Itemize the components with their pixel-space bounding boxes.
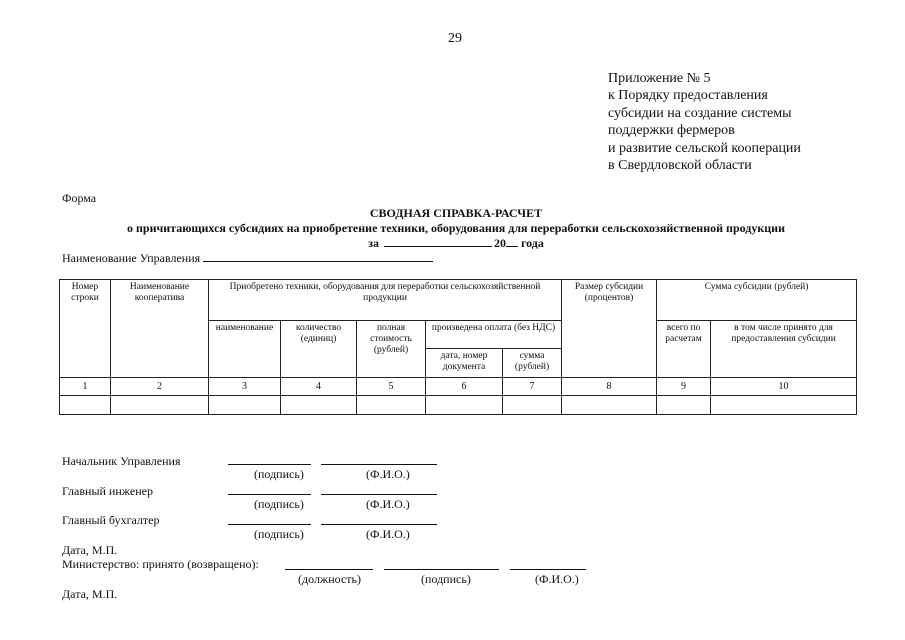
column-number: 1 bbox=[60, 378, 111, 396]
header-subsidy-size: Размер субсидии (процентов) bbox=[562, 280, 657, 378]
empty-cell[interactable] bbox=[657, 396, 711, 415]
document-subtitle: о причитающихся субсидиях на приобретение техники, оборудования для переработки сельскохозяйственной продукции bbox=[126, 221, 786, 235]
header-full-cost: полная стоимость (рублей) bbox=[357, 321, 426, 378]
appendix-line: и развитие сельской кооперации bbox=[608, 140, 801, 156]
year-blank[interactable] bbox=[506, 236, 518, 247]
name-caption: (Ф.И.О.) bbox=[366, 527, 410, 541]
appendix-line: в Свердловской области bbox=[608, 158, 752, 174]
ministry-label: Министерство: принято (возвращено): bbox=[62, 557, 259, 571]
engineer-signature-line[interactable] bbox=[228, 494, 311, 495]
empty-cell[interactable] bbox=[281, 396, 357, 415]
header-amount: сумма (рублей) bbox=[503, 349, 562, 378]
empty-cell[interactable] bbox=[60, 396, 111, 415]
column-number: 8 bbox=[562, 378, 657, 396]
position-caption: (должность) bbox=[298, 572, 361, 586]
empty-cell[interactable] bbox=[562, 396, 657, 415]
column-number: 10 bbox=[711, 378, 857, 396]
header-coop-name: Наименование кооператива bbox=[111, 280, 209, 378]
signature-caption: (подпись) bbox=[254, 497, 304, 511]
page-number: 29 bbox=[448, 31, 462, 46]
column-number: 4 bbox=[281, 378, 357, 396]
engineer-label: Главный инженер bbox=[62, 484, 153, 498]
header-total: всего по расчетам bbox=[657, 321, 711, 378]
department-blank[interactable] bbox=[203, 251, 433, 262]
period-suffix: года bbox=[520, 236, 544, 250]
department-line bbox=[62, 251, 433, 266]
table-row bbox=[60, 396, 857, 415]
appendix-block bbox=[608, 70, 801, 174]
empty-cell[interactable] bbox=[503, 396, 562, 415]
appendix-line: Приложение № 5 bbox=[608, 71, 711, 86]
name-caption: (Ф.И.О.) bbox=[366, 467, 410, 481]
column-number: 9 bbox=[657, 378, 711, 396]
header-row-number: Номер строки bbox=[60, 280, 111, 378]
ministry-signature-line[interactable] bbox=[384, 569, 499, 570]
signature-caption: (подпись) bbox=[254, 527, 304, 541]
ministry-name-line[interactable] bbox=[510, 569, 586, 570]
head-name-line[interactable] bbox=[321, 464, 437, 465]
empty-cell[interactable] bbox=[209, 396, 281, 415]
header-subsidy-sum: Сумма субсидии (рублей) bbox=[657, 280, 857, 321]
accountant-signature-line[interactable] bbox=[228, 524, 311, 525]
name-caption: (Ф.И.О.) bbox=[535, 572, 579, 586]
header-payment: произведена оплата (без НДС) bbox=[426, 321, 562, 349]
appendix-line: поддержки фермеров bbox=[608, 123, 735, 139]
date-stamp: Дата, М.П. bbox=[62, 543, 118, 557]
column-number: 2 bbox=[111, 378, 209, 396]
column-number: 6 bbox=[426, 378, 503, 396]
document-title: СВОДНАЯ СПРАВКА-РАСЧЕТ bbox=[369, 206, 543, 220]
header-quantity: количество (единиц) bbox=[281, 321, 357, 378]
period-line bbox=[0, 236, 905, 251]
empty-cell[interactable] bbox=[111, 396, 209, 415]
header-accepted: в том числе принято для предоставления субсидии bbox=[711, 321, 857, 378]
form-label: Форма bbox=[62, 191, 97, 205]
period-prefix: за bbox=[368, 236, 379, 250]
engineer-name-line[interactable] bbox=[321, 494, 437, 495]
ministry-position-line[interactable] bbox=[285, 569, 373, 570]
empty-cell[interactable] bbox=[357, 396, 426, 415]
signature-caption: (подпись) bbox=[421, 572, 471, 586]
header-doc-date: дата, номер документа bbox=[426, 349, 503, 378]
accountant-label: Главный бухгалтер bbox=[62, 513, 160, 527]
column-number: 3 bbox=[209, 378, 281, 396]
report-table bbox=[59, 279, 857, 415]
head-label: Начальник Управления bbox=[62, 454, 181, 468]
date-stamp-2: Дата, М.П. bbox=[62, 587, 118, 601]
department-label: Наименование Управления bbox=[62, 251, 201, 265]
column-number: 5 bbox=[357, 378, 426, 396]
signature-caption: (подпись) bbox=[254, 467, 304, 481]
appendix-line: к Порядку предоставления bbox=[608, 88, 768, 104]
empty-cell[interactable] bbox=[426, 396, 503, 415]
header-name: наименование bbox=[209, 321, 281, 378]
empty-cell[interactable] bbox=[711, 396, 857, 415]
column-number: 7 bbox=[503, 378, 562, 396]
head-signature-line[interactable] bbox=[228, 464, 311, 465]
accountant-name-line[interactable] bbox=[321, 524, 437, 525]
name-caption: (Ф.И.О.) bbox=[366, 497, 410, 511]
appendix-line: субсидии на создание системы bbox=[608, 105, 792, 121]
period-year: 20 bbox=[493, 236, 506, 250]
header-acquired: Приобретено техники, оборудования для переработки сельскохозяйственной продукции bbox=[209, 280, 562, 321]
period-blank[interactable] bbox=[384, 236, 492, 247]
